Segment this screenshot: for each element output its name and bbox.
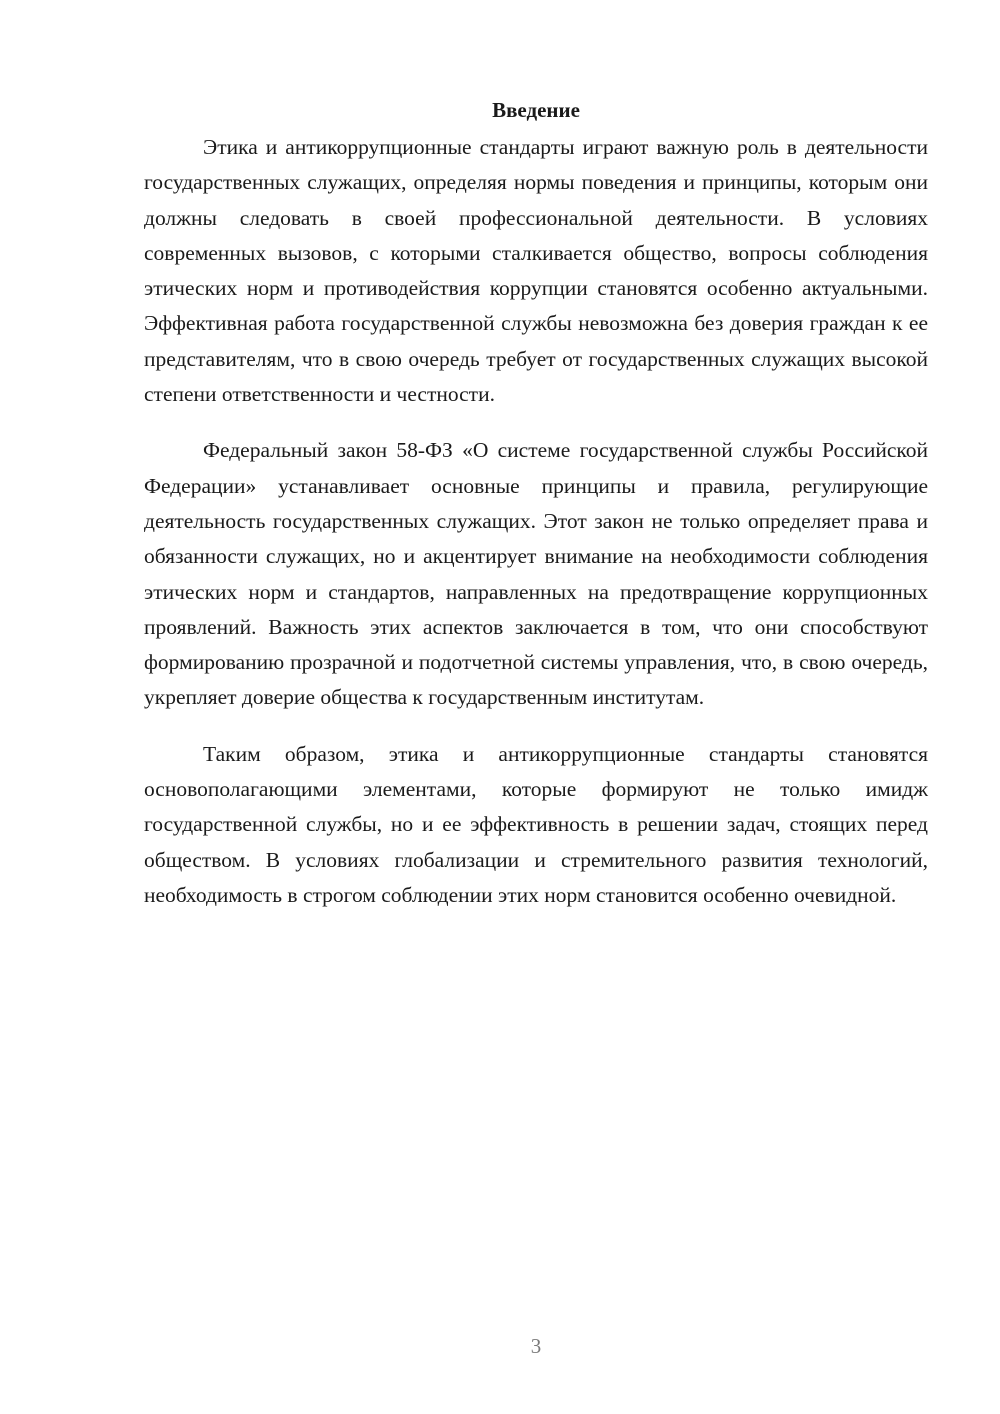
page-number: 3 [530, 1334, 542, 1358]
paragraph-1: Этика и антикоррупционные стандарты играют важную роль в деятельности государственных служащих, определяя нормы поведения и принципы, которым они должны следовать в своей профессиональной деятельности. В условиях современных вызовов, с которыми сталкивается общество, вопросы соблюдения этических норм и противодействия коррупции становятся особенно актуальными. Эффективная работа государственной службы невозможна без доверия граждан к ее представителям, что в свою очередь требует от государственных служащих высокой степени ответственности и честности. [144, 135, 928, 407]
page-content [144, 93, 928, 913]
section-heading: Введение [492, 98, 580, 122]
paragraph-3: Таким образом, этика и антикоррупционные стандарты становятся основополагающими элементами, которые формируют не только имидж государственной службы, но и ее эффективность в решении задач, стоящих перед обществом. В условиях глобализации и стремительного развития технологий, необходимость в строгом соблюдении этих норм становится особенно очевидной. [144, 741, 928, 907]
paragraph-2: Федеральный закон 58-ФЗ «О системе государственной службы Российской Федерации» устанавливает основные принципы и правила, регулирующие деятельность государственных служащих. Этот закон не только определяет права и обязанности служащих, но и акцентирует внимание на необходимости соблюдения этических норм и стандартов, направленных на предотвращение коррупционных проявлений. Важность этих аспектов заключается в том, что они способствуют формированию прозрачной и подотчетной системы управления, что, в свою очередь, укрепляет доверие общества к государственным институтам. [144, 438, 928, 710]
